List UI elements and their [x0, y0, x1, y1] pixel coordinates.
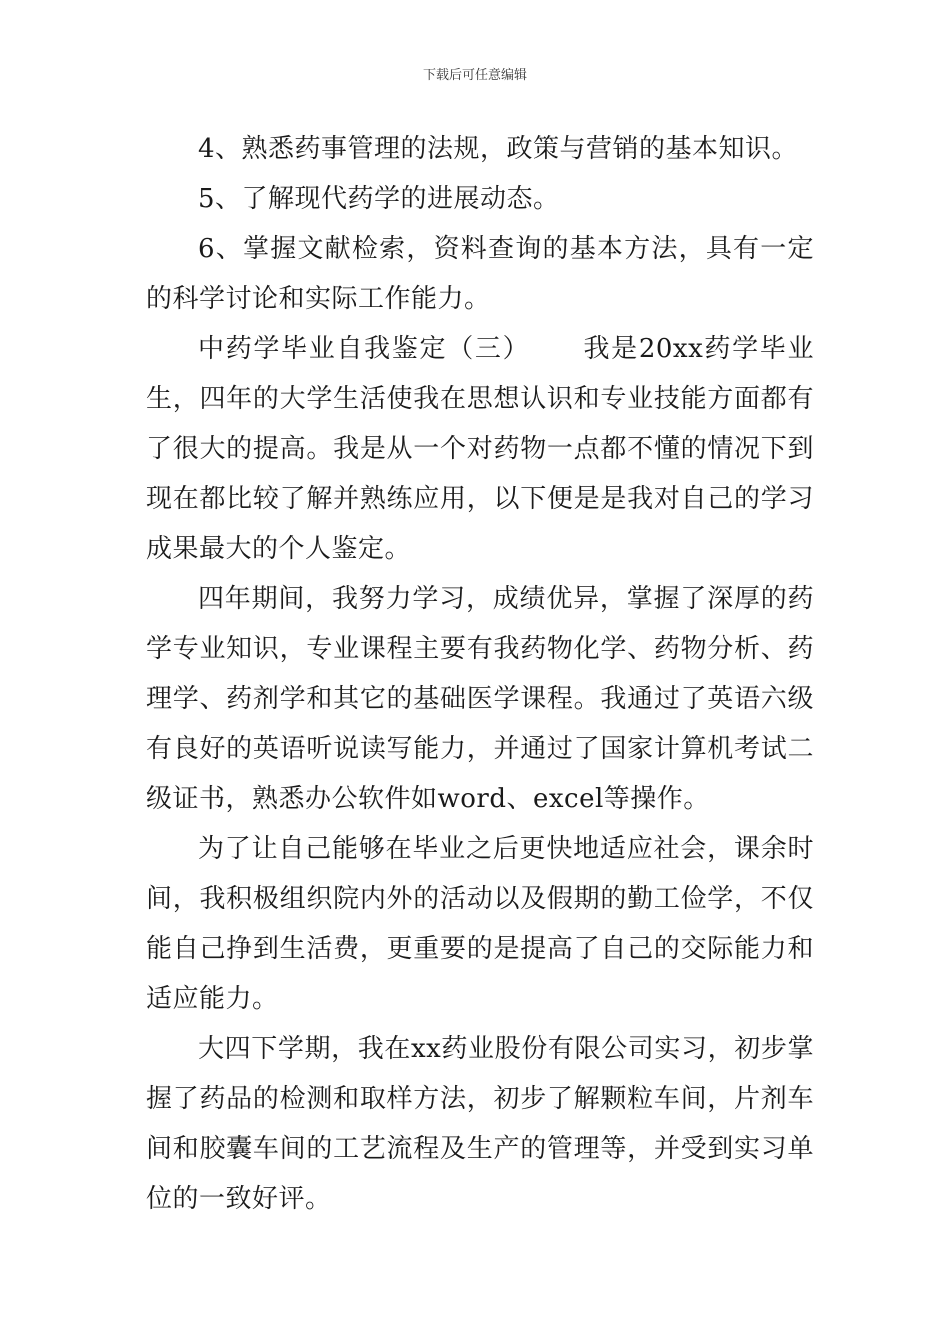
paragraph-7: 大四下学期，我在xx药业股份有限公司实习，初步掌握了药品的检测和取样方法，初步了解颗粒车间，片剂车间和胶囊车间的工艺流程及生产的管理等，并受到实习单位的一致好评。 [146, 1034, 814, 1214]
paragraph-4 [146, 324, 814, 574]
paragraph-4-text: 我是20xx药学毕业生，四年的大学生活使我在思想认识和专业技能方面都有了很大的提高。我是从一个对药物一点都不懂的情况下到现在都比较了解并熟练应用，以下便是是我对自己的学习成果最大的个人鉴定。 [146, 334, 814, 564]
header-note: 下载后可任意编辑 [422, 68, 527, 83]
paragraph-3: 6、掌握文献检索，资料查询的基本方法，具有一定的科学讨论和实际工作能力。 [146, 234, 814, 314]
section-title: 中药学毕业自我鉴定（三） [198, 334, 531, 364]
paragraph-2: 5、了解现代药学的进展动态。 [198, 184, 560, 214]
paragraph-5: 四年期间，我努力学习，成绩优异，掌握了深厚的药学专业知识，专业课程主要有我药物化学、药物分析、药理学、药剂学和其它的基础医学课程。我通过了英语六级有良好的英语听说读写能力，并通过了国家计算机考试二级证书，熟悉办公软件如word、excel等操作。 [146, 584, 814, 814]
document-body [146, 124, 814, 1224]
paragraph-6: 为了让自己能够在毕业之后更快地适应社会，课余时间，我积极组织院内外的活动以及假期的勤工俭学，不仅能自己挣到生活费，更重要的是提高了自己的交际能力和适应能力。 [146, 834, 814, 1014]
paragraph-1: 4、熟悉药事管理的法规，政策与营销的基本知识。 [198, 134, 799, 164]
